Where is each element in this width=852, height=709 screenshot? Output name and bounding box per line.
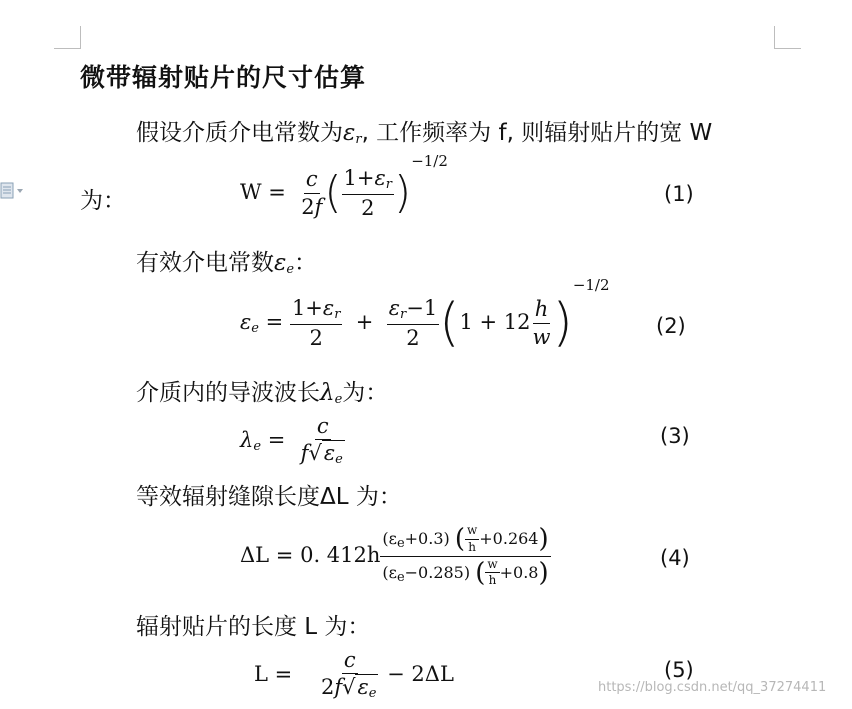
equation-5: L = $\frac{c}{2f√\varepsilon_e}$ − 2ΔL (254, 648, 454, 702)
epsilon-symbol: ε (343, 120, 356, 146)
document-options-icon[interactable] (0, 180, 26, 202)
paragraph-effective-permittivity: 有效介电常数$\varepsilon_e$： (136, 250, 318, 277)
equation-label-5: (5) (664, 658, 694, 682)
equation-2: $\varepsilon_e$ = $\frac{1+\varepsilon_r}{2}$ + $\frac{\varepsilon_r-1}{2}$ (1 + 12 $\frac{h}{w}$ )$^{-1/2}$ (240, 276, 610, 354)
equation-1: W = $\frac{c}{2f}$ ( $\frac{1+\varepsilon_r}{2}$ )$^{-1/2}$ (240, 152, 448, 220)
equation-3: $\lambda_e$ = $\frac{c}{f√\varepsilon_e}$ (240, 414, 343, 468)
equation-4: ΔL = 0. 412h $(\varepsilon_e+0.3)$ ( $\frac{w}{h}$ +0.264) $(\varepsilon_e-0.285)$ ( $\frac{w}{h}$ +0.8) (240, 523, 549, 588)
paragraph-guided-wavelength: 介质内的导波波长$\lambda_e$为： (136, 380, 389, 407)
paragraph-width-intro (136, 114, 712, 147)
equation-label-1: (1) (664, 182, 694, 206)
epsilon-subscript: r (355, 132, 362, 147)
page-title: 微带辐射贴片的尺寸估算 (80, 63, 367, 92)
p1-suffix: , 工作频率为 f, 则辐射贴片的宽 W (361, 120, 713, 146)
paragraph-patch-length: 辐射贴片的长度 L 为： (136, 614, 371, 640)
equation-label-3: (3) (660, 424, 690, 448)
watermark-url: https://blog.csdn.net/qq_37274411 (598, 680, 827, 695)
paragraph-gap-length: 等效辐射缝隙长度ΔL 为： (136, 484, 402, 510)
paragraph-width-cont: 为： (80, 188, 126, 214)
crop-mark-top-left (54, 26, 81, 49)
equation-label-2: (2) (656, 314, 686, 338)
p1-prefix: 假设介质介电常数为 (136, 120, 343, 146)
crop-mark-top-right (774, 26, 801, 49)
equation-label-4: (4) (660, 546, 690, 570)
